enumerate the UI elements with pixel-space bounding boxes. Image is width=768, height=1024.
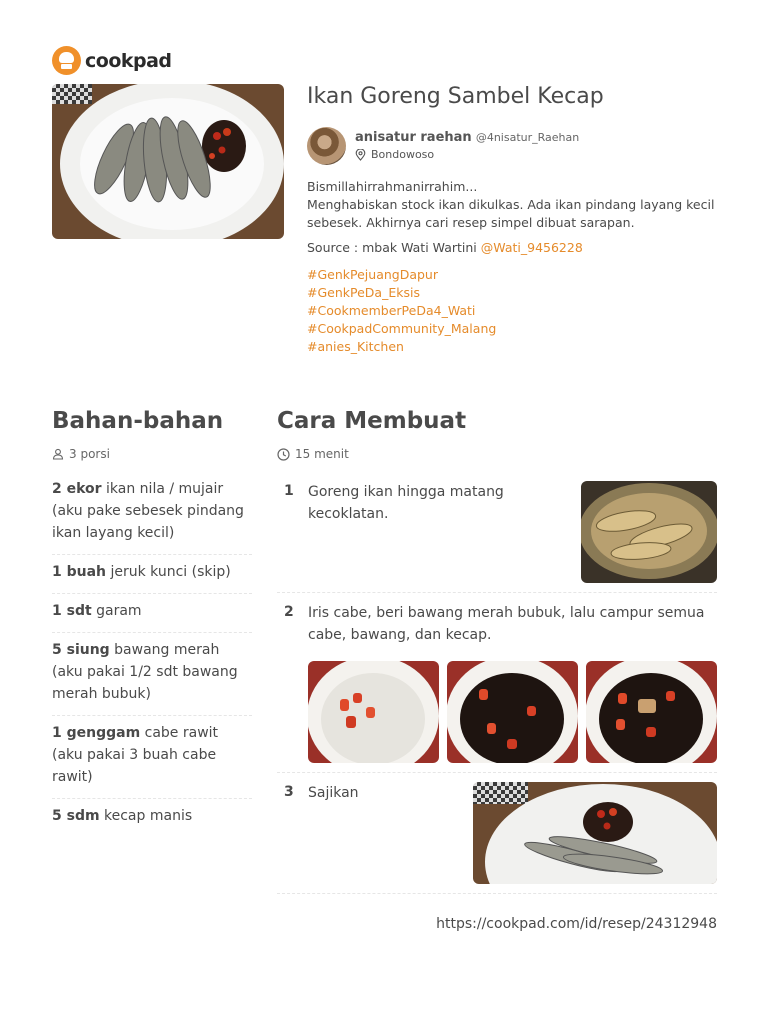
ingredient-text: cabe rawit (aku pakai 3 buah cabe rawit) — [52, 725, 219, 785]
source-mention-link[interactable]: @Wati_9456228 — [480, 240, 583, 255]
step-3 — [277, 782, 717, 894]
description-line: Bismillahirrahmanirrahim... — [307, 179, 478, 194]
recipe-description — [307, 178, 727, 232]
author-location: Bondowoso — [371, 148, 435, 161]
ingredient-text: garam — [96, 603, 142, 619]
chef-hat-icon — [52, 46, 81, 75]
list-item — [52, 478, 252, 555]
avatar[interactable] — [307, 127, 346, 165]
author-handle: @4nisatur_Raehan — [475, 131, 580, 144]
author-name[interactable]: anisatur raehan — [355, 130, 472, 145]
hashtag-link[interactable]: #GenkPejuangDapur — [307, 267, 438, 282]
recipe-source — [307, 240, 583, 255]
recipe-url[interactable]: https://cookpad.com/id/resep/24312948 — [436, 916, 717, 932]
servings — [52, 447, 110, 461]
ingredients-heading: Bahan-bahan — [52, 408, 224, 434]
list-item — [52, 805, 252, 837]
step-image[interactable] — [308, 661, 439, 763]
step-text: Sajikan — [308, 785, 359, 801]
step-text: Goreng ikan hingga matang kecoklatan. — [308, 484, 504, 522]
step-2 — [277, 602, 717, 773]
cook-time-label: 15 menit — [295, 447, 349, 461]
step-1 — [277, 481, 717, 593]
ingredient-text: jeruk kunci (skip) — [110, 564, 231, 580]
ingredient-qty: 1 buah — [52, 564, 107, 580]
hashtag-link[interactable]: #anies_Kitchen — [307, 339, 404, 354]
step-text: Iris cabe, beri bawang merah bubuk, lalu campur semua cabe, bawang, dan kecap. — [308, 605, 705, 643]
logo-text: cookpad — [85, 49, 172, 72]
step-image[interactable] — [447, 661, 578, 763]
location-pin-icon — [355, 149, 366, 161]
step-number: 1 — [284, 483, 294, 499]
author-block[interactable] — [307, 127, 579, 165]
ingredient-list — [52, 478, 252, 843]
list-item — [52, 600, 252, 633]
description-line: Menghabiskan stock ikan dikulkas. Ada ikan pindang layang kecil sebesek. Akhirnya cari resep simpel dibuat sarapan. — [307, 197, 715, 230]
servings-label: 3 porsi — [69, 447, 110, 461]
ingredient-qty: 1 sdt — [52, 603, 92, 619]
ingredient-qty: 5 siung — [52, 642, 110, 658]
cook-time — [277, 447, 349, 461]
ingredient-qty: 1 genggam — [52, 725, 141, 741]
clock-icon — [277, 448, 290, 461]
hashtag-link[interactable]: #GenkPeDa_Eksis — [307, 285, 420, 300]
ingredient-text: kecap manis — [104, 808, 193, 824]
step-image[interactable] — [473, 782, 717, 884]
step-image[interactable] — [581, 481, 717, 583]
ingredient-qty: 2 ekor — [52, 481, 102, 497]
list-item — [52, 722, 252, 799]
recipe-title: Ikan Goreng Sambel Kecap — [307, 84, 604, 109]
step-image[interactable] — [586, 661, 717, 763]
cookpad-logo[interactable] — [52, 46, 172, 75]
ingredient-text: ikan nila / mujair (aku pake sebesek pindang ikan layang kecil) — [52, 481, 244, 541]
step-number: 3 — [284, 784, 294, 800]
hashtag-link[interactable]: #CookpadCommunity_Malang — [307, 321, 497, 336]
recipe-hero-image — [52, 84, 284, 239]
ingredient-text: bawang merah (aku pakai 1/2 sdt bawang merah bubuk) — [52, 642, 238, 702]
ingredient-qty: 5 sdm — [52, 808, 100, 824]
hashtag-list — [307, 266, 496, 356]
list-item — [52, 639, 252, 716]
source-label: Source : mbak Wati Wartini — [307, 240, 477, 255]
hashtag-link[interactable]: #CookmemberPeDa4_Wati — [307, 303, 476, 318]
step-number: 2 — [284, 604, 294, 620]
list-item — [52, 561, 252, 594]
steps-heading: Cara Membuat — [277, 408, 467, 434]
person-icon — [52, 448, 64, 460]
